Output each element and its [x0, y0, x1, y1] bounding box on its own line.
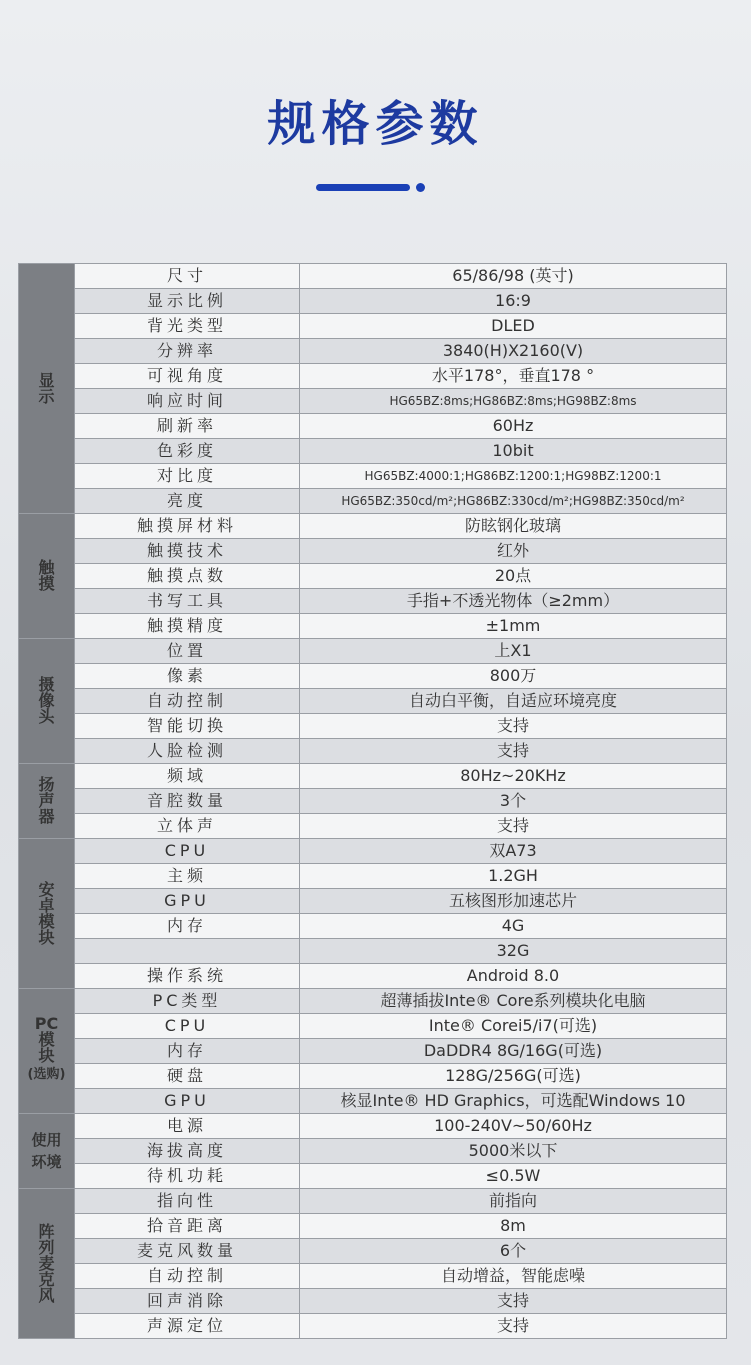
spec-label: 硬盘	[75, 1064, 300, 1089]
spec-value: 自动增益，智能虑噪	[300, 1264, 727, 1289]
spec-row	[19, 914, 727, 939]
spec-label: 电源	[75, 1114, 300, 1139]
spec-value: 防眩钢化玻璃	[300, 514, 727, 539]
spec-value: 五核图形加速芯片	[300, 889, 727, 914]
spec-label: 音腔数量	[75, 789, 300, 814]
title-underline-dot	[416, 183, 425, 192]
category-cell	[19, 1114, 75, 1189]
category-char: 块	[38, 1046, 55, 1065]
spec-label: 亮度	[75, 489, 300, 514]
category-char: 环境	[31, 1153, 62, 1171]
spec-row	[19, 739, 727, 764]
category-char: 使用	[31, 1131, 62, 1149]
spec-label: 内存	[75, 1039, 300, 1064]
spec-label: 内存	[75, 914, 300, 939]
category-char: 风	[38, 1285, 55, 1305]
page-title: 规格参数	[267, 96, 484, 152]
spec-row	[19, 864, 727, 889]
category-cell	[19, 1189, 75, 1339]
category-cell	[19, 639, 75, 764]
spec-table	[18, 263, 727, 1339]
spec-row	[19, 564, 727, 589]
spec-label: 显示比例	[75, 289, 300, 314]
spec-label: 位置	[75, 639, 300, 664]
category-char: 安	[38, 879, 55, 899]
spec-row	[19, 339, 727, 364]
spec-value: 3个	[300, 789, 727, 814]
category-sub: (选购)	[27, 1067, 66, 1082]
spec-label: 触摸技术	[75, 539, 300, 564]
spec-label: 尺寸	[75, 264, 300, 289]
spec-row	[19, 414, 727, 439]
spec-row	[19, 839, 727, 864]
spec-value: HG65BZ:8ms;HG86BZ:8ms;HG98BZ:8ms	[300, 389, 727, 414]
category-cell	[19, 764, 75, 839]
category-char: 触	[38, 558, 55, 577]
spec-value: ±1mm	[300, 614, 727, 639]
category-cell	[19, 839, 75, 989]
spec-row	[19, 1214, 727, 1239]
spec-value: 支持	[300, 1314, 727, 1339]
spec-value: 20点	[300, 564, 727, 589]
spec-row	[19, 464, 727, 489]
spec-label: 色彩度	[75, 439, 300, 464]
category-char: 阵	[38, 1221, 55, 1241]
spec-value: 前指向	[300, 1189, 727, 1214]
spec-row	[19, 789, 727, 814]
spec-value: 双A73	[300, 839, 727, 864]
spec-label: 分辨率	[75, 339, 300, 364]
spec-value: 支持	[300, 714, 727, 739]
spec-label: GPU	[75, 1089, 300, 1114]
spec-label: 频域	[75, 764, 300, 789]
spec-value: 3840(H)X2160(V)	[300, 339, 727, 364]
spec-label: 主频	[75, 864, 300, 889]
spec-row	[19, 1164, 727, 1189]
spec-label: 自动控制	[75, 689, 300, 714]
spec-value: 800万	[300, 664, 727, 689]
spec-value: 8m	[300, 1214, 727, 1239]
title-underline	[316, 184, 410, 191]
category-char: 显	[38, 370, 55, 390]
spec-value: 10bit	[300, 439, 727, 464]
spec-label: 可视角度	[75, 364, 300, 389]
spec-row	[19, 489, 727, 514]
category-char: 摸	[38, 574, 55, 593]
spec-row	[19, 889, 727, 914]
spec-label: 麦克风数量	[75, 1239, 300, 1264]
spec-value: 60Hz	[300, 414, 727, 439]
spec-label	[75, 939, 300, 964]
category-char: 摄	[38, 675, 55, 694]
category-char: 器	[38, 807, 55, 826]
spec-row	[19, 314, 727, 339]
category-char: 克	[38, 1269, 55, 1289]
spec-row	[19, 1089, 727, 1114]
spec-row	[19, 1189, 727, 1214]
spec-label: 触摸点数	[75, 564, 300, 589]
category-char: 示	[38, 386, 55, 406]
spec-row	[19, 1139, 727, 1164]
spec-value: 手指+不透光物体（≥2mm）	[300, 589, 727, 614]
category-cell	[19, 514, 75, 639]
spec-label: 像素	[75, 664, 300, 689]
spec-row	[19, 389, 727, 414]
spec-value: 上X1	[300, 639, 727, 664]
spec-label: 拾音距离	[75, 1214, 300, 1239]
category-char: 模	[38, 911, 55, 931]
spec-row	[19, 589, 727, 614]
spec-label: 声源定位	[75, 1314, 300, 1339]
spec-label: 海拔高度	[75, 1139, 300, 1164]
spec-row	[19, 689, 727, 714]
spec-row	[19, 1264, 727, 1289]
spec-value: 80Hz~20KHz	[300, 764, 727, 789]
spec-label: CPU	[75, 839, 300, 864]
spec-label: 对比度	[75, 464, 300, 489]
spec-value: DaDDR4 8G/16G(可选)	[300, 1039, 727, 1064]
category-cell	[19, 989, 75, 1114]
spec-label: 智能切换	[75, 714, 300, 739]
spec-value: ≤0.5W	[300, 1164, 727, 1189]
spec-label: PC类型	[75, 989, 300, 1014]
category-cell	[19, 264, 75, 514]
spec-value: 32G	[300, 939, 727, 964]
spec-value: 支持	[300, 1289, 727, 1314]
category-char: 声	[38, 791, 55, 810]
spec-value: 自动白平衡，自适应环境亮度	[300, 689, 727, 714]
spec-row	[19, 1239, 727, 1264]
spec-label: 触摸屏材料	[75, 514, 300, 539]
spec-row	[19, 1289, 727, 1314]
spec-row	[19, 539, 727, 564]
spec-row	[19, 714, 727, 739]
category-char: 块	[38, 927, 55, 947]
spec-value: 128G/256G(可选)	[300, 1064, 727, 1089]
spec-value: 16:9	[300, 289, 727, 314]
category-char: PC	[34, 1014, 59, 1033]
spec-value: 1.2GH	[300, 864, 727, 889]
spec-row	[19, 989, 727, 1014]
spec-value: 超薄插拔Inte® Core系列模块化电脑	[300, 989, 727, 1014]
spec-value: Inte® Corei5/i7(可选)	[300, 1014, 727, 1039]
spec-value: 65/86/98 (英寸)	[300, 264, 727, 289]
spec-value: 支持	[300, 814, 727, 839]
spec-label: 回声消除	[75, 1289, 300, 1314]
spec-value: 6个	[300, 1239, 727, 1264]
spec-row	[19, 1064, 727, 1089]
spec-label: 立体声	[75, 814, 300, 839]
spec-value: 核显Inte® HD Graphics，可选配Windows 10	[300, 1089, 727, 1114]
spec-value: 支持	[300, 739, 727, 764]
spec-label: 背光类型	[75, 314, 300, 339]
spec-value: DLED	[300, 314, 727, 339]
spec-row	[19, 814, 727, 839]
spec-label: 人脸检测	[75, 739, 300, 764]
spec-row	[19, 964, 727, 989]
spec-label: CPU	[75, 1014, 300, 1039]
spec-row	[19, 514, 727, 539]
spec-value: 100-240V~50/60Hz	[300, 1114, 727, 1139]
spec-label: 待机功耗	[75, 1164, 300, 1189]
spec-row	[19, 264, 727, 289]
spec-row	[19, 1314, 727, 1339]
category-char: 麦	[38, 1253, 55, 1273]
spec-label: 刷新率	[75, 414, 300, 439]
spec-row	[19, 639, 727, 664]
category-char: 卓	[38, 895, 55, 915]
spec-label: 书写工具	[75, 589, 300, 614]
spec-label: GPU	[75, 889, 300, 914]
spec-row	[19, 614, 727, 639]
category-char: 扬	[38, 775, 55, 794]
spec-label: 触摸精度	[75, 614, 300, 639]
spec-row	[19, 664, 727, 689]
spec-label: 指向性	[75, 1189, 300, 1214]
spec-value: Android 8.0	[300, 964, 727, 989]
spec-row	[19, 939, 727, 964]
category-char: 头	[38, 707, 55, 726]
category-char: 列	[38, 1237, 55, 1257]
spec-value: 水平178°，垂直178 °	[300, 364, 727, 389]
spec-row	[19, 364, 727, 389]
category-char: 模	[38, 1030, 55, 1049]
spec-value: 4G	[300, 914, 727, 939]
spec-value: 红外	[300, 539, 727, 564]
spec-label: 自动控制	[75, 1264, 300, 1289]
spec-row	[19, 1039, 727, 1064]
spec-label: 操作系统	[75, 964, 300, 989]
spec-label: 响应时间	[75, 389, 300, 414]
spec-row	[19, 439, 727, 464]
spec-row	[19, 1114, 727, 1139]
spec-row	[19, 1014, 727, 1039]
spec-value: HG65BZ:350cd/m²;HG86BZ:330cd/m²;HG98BZ:350cd/m²	[300, 489, 727, 514]
spec-row	[19, 764, 727, 789]
spec-value: HG65BZ:4000:1;HG86BZ:1200:1;HG98BZ:1200:1	[300, 464, 727, 489]
category-char: 像	[38, 691, 55, 710]
spec-row	[19, 289, 727, 314]
spec-value: 5000米以下	[300, 1139, 727, 1164]
